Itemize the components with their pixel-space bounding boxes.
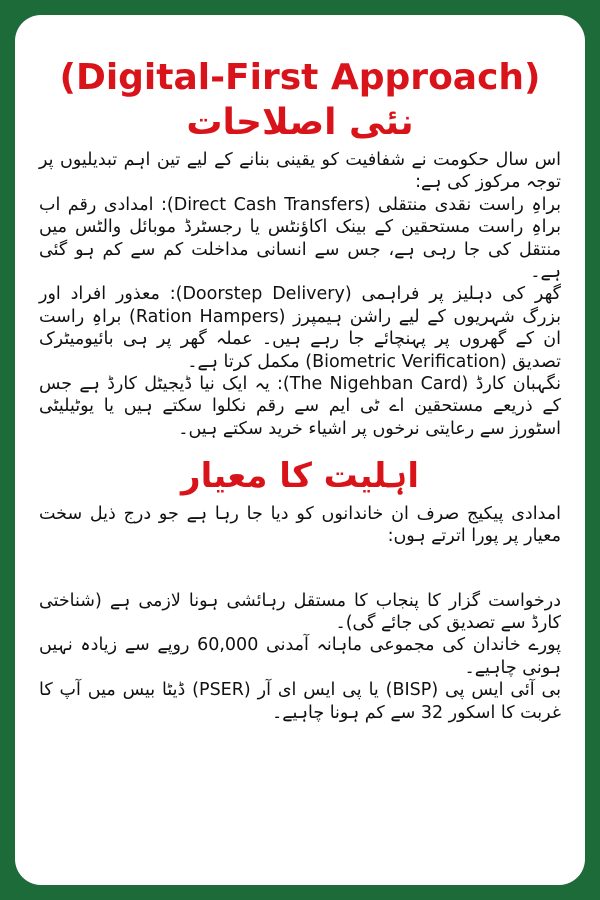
page-title bbox=[39, 55, 561, 145]
reform-item-doorstep: گھر کی دہلیز پر فراہمی (Doorstep Delivery): معذور افراد اور بزرگ شہریوں کے لیے راشن ہیمپرز (Ration Hampers) براہِ راست ان کے گھروں پر پہنچائے جا رہے ہیں۔ عملہ گھر پر ہی بائیومیٹرک تصدیق (Biometric Verification) مکمل کرتا ہے۔ bbox=[39, 284, 561, 372]
eligibility-intro: امدادی پیکیج صرف ان خاندانوں کو دیا جا رہا ہے جو درج ذیل سخت معیار پر پورا اترتے ہوں: bbox=[39, 503, 561, 547]
content-card bbox=[15, 15, 585, 885]
reform-item-nigehban-card: نگہبان کارڈ (The Nigehban Card): یہ ایک نیا ڈیجیٹل کارڈ ہے جس کے ذریعے مستحقین اے ٹی ایم سے رقم نکلوا سکتے ہیں یا یوٹیلیٹی اسٹورز سے رعایتی نرخوں پر اشیاء خرید سکتے ہیں۔ bbox=[39, 373, 561, 439]
reforms-section bbox=[39, 149, 561, 440]
eligibility-item-poverty-score: بی آئی ایس پی (BISP) یا پی ایس ای آر (PSER) ڈیٹا بیس میں آپ کا غربت کا اسکور 32 سے کم ہونا چاہیے۔ bbox=[39, 680, 562, 723]
reforms-intro: اس سال حکومت نے شفافیت کو یقینی بنانے کے لیے تین اہم تبدیلیوں پر توجہ مرکوز کی ہے: bbox=[39, 150, 561, 193]
eligibility-item-residency: درخواست گزار کا پنجاب کا مستقل رہائشی ہونا لازمی ہے (شناختی کارڈ سے تصدیق کی جائے گی)۔ bbox=[39, 590, 561, 634]
title-english: (Digital-First Approach) bbox=[59, 57, 541, 98]
title-urdu: نئی اصلاحات bbox=[186, 102, 414, 143]
eligibility-heading: اہلیت کا معیار bbox=[181, 456, 419, 497]
eligibility-item-income: پورے خاندان کی مجموعی ماہانہ آمدنی 60,000 روپے سے زیادہ نہیں ہونی چاہیے۔ bbox=[39, 635, 562, 678]
eligibility-section bbox=[39, 503, 561, 724]
section-spacer bbox=[39, 548, 561, 590]
reform-item-direct-cash: براہِ راست نقدی منتقلی (Direct Cash Transfers): امدادی رقم اب براہِ راست مستحقین کے بینک اکاؤنٹس یا رجسٹرڈ موبائل والٹس میں منتقل کی جا رہی ہے، جس سے انسانی مداخلت کم سے کم ہو گئی ہے۔ bbox=[39, 194, 561, 282]
